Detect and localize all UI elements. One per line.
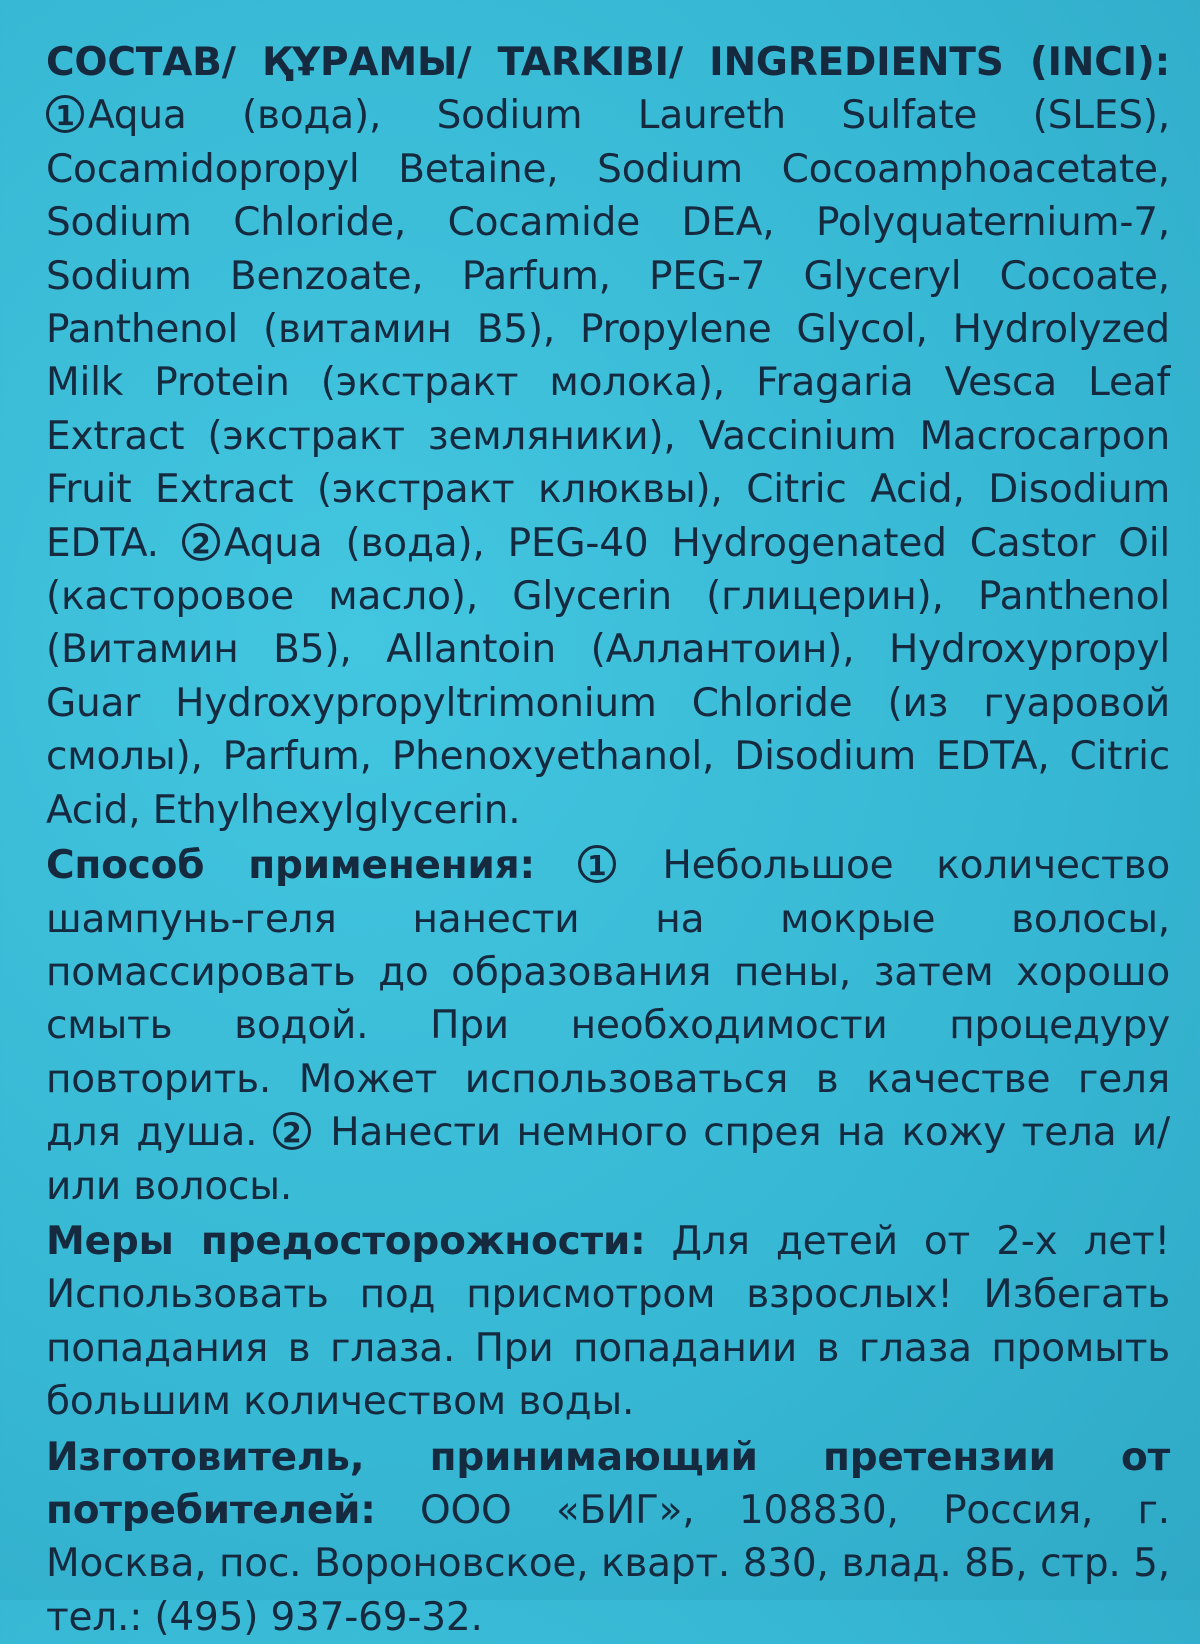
usage-section xyxy=(46,839,1170,1213)
usage-step-2-marker: 2 xyxy=(273,1112,311,1150)
composition-heading: СОСТАВ/ ҚҰРАМЫ/ TARKIBI/ INGREDIENTS (INCI): xyxy=(46,40,1170,85)
precautions-heading: Меры предосторожности: xyxy=(46,1218,646,1264)
composition-part-1: Aqua (вода), Sodium Laureth Sulfate (SLES), Cocamidopropyl Betaine, Sodium Cocoamphoacetate, Sodium Chloride, Cocamide DEA, Polyquaternium-7, Sodium Benzoate, Parfum, PEG-7 Glyceryl Cocoate, Panthenol (витамин B5), Propylene Glycol, Hydrolyzed Milk Protein (экстракт молока), Fragaria Vesca Leaf Extract (экстракт земляники), Vaccinium Macrocarpon Fruit Extract (экстракт клюквы), Citric Acid, Disodium EDTA. xyxy=(46,93,1170,566)
precautions-section xyxy=(46,1215,1170,1429)
usage-step-1-marker: 1 xyxy=(578,845,616,883)
composition-section xyxy=(46,36,1170,837)
usage-text-1: Небольшое количество шампунь-геля нанести на мокрые волосы, помассировать до образования пены, затем хорошо смыть водой. При необходимости процедуру повторить. Может использоваться в качестве геля для душа. xyxy=(46,843,1170,1156)
composition-part-2: Aqua (вода), PEG-40 Hydrogenated Castor Oil (касторовое масло), Glycerin (глицерин), Panthenol (Витамин B5), Allantoin (Аллантоин), Hydroxypropyl Guar Hydroxypropyltrimonium Chloride (из гуаровой смолы), Parfum, Phenoxyethanol, Disodium EDTA, Citric Acid, Ethylhexylglycerin. xyxy=(46,520,1170,833)
manufacturer-heading: Изготовитель, принимающий претензии от потребителей: xyxy=(46,1434,1170,1533)
precautions-text: Для детей от 2-х лет! Использовать под присмотром взрослых! Избегать попадания в глаза. При попадании в глаза промыть большим количеством воды. xyxy=(46,1218,1170,1425)
usage-heading: Способ применения: xyxy=(46,843,535,889)
step-1-marker: 1 xyxy=(46,95,84,133)
step-2-marker: 2 xyxy=(182,523,220,561)
usage-text-2: Нанести немного спрея на кожу тела и/или волосы. xyxy=(46,1110,1170,1209)
manufacturer-section xyxy=(46,1431,1170,1644)
manufacturer-text: ООО «БИГ», 108830, Россия, г. Москва, пос. Вороновское, кварт. 830, влад. 8Б, стр. 5, тел.: (495) 937-69-32. xyxy=(46,1487,1170,1640)
